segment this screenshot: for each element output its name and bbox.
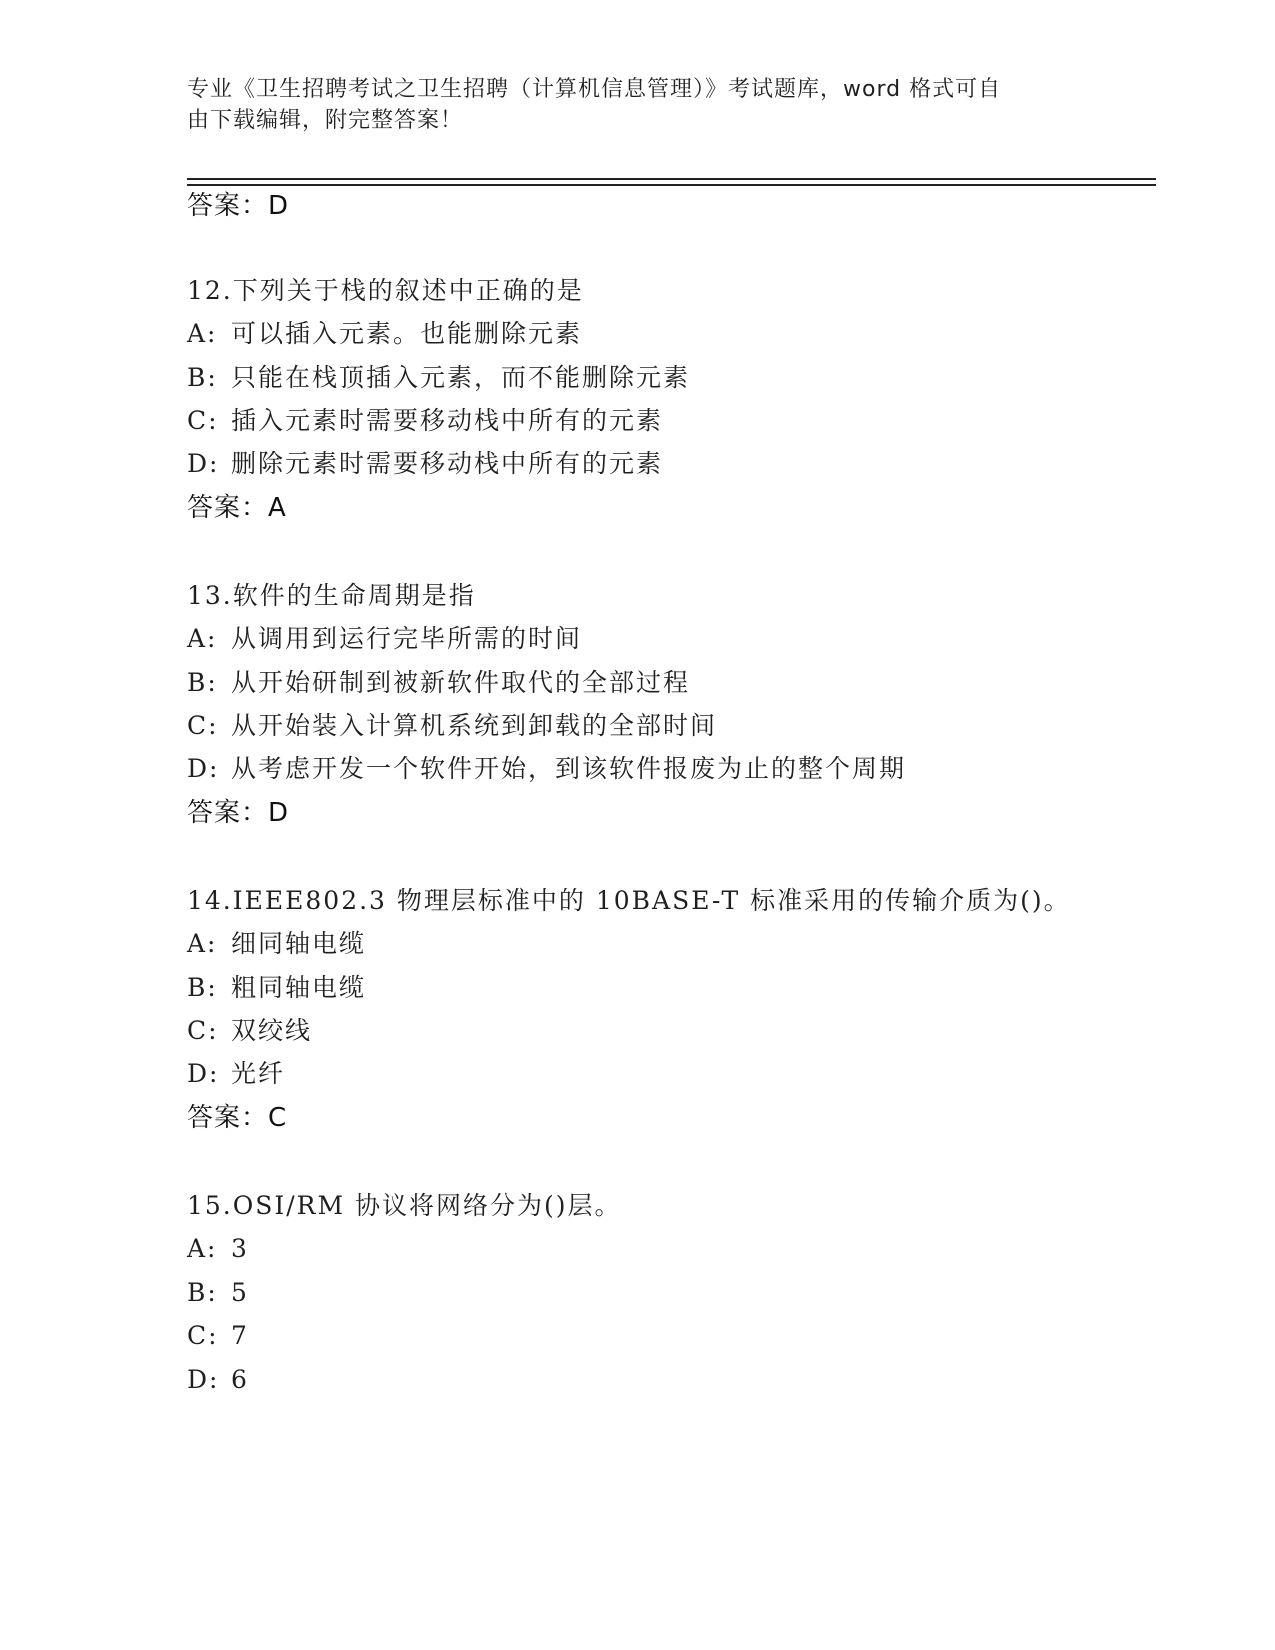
option-row (187, 1277, 249, 1309)
answer-line: 答案：A (187, 493, 287, 523)
option-letter: D: (187, 449, 220, 478)
option-text: 7 (231, 1321, 249, 1350)
option-letter: C: (187, 406, 219, 435)
option-row (187, 405, 663, 437)
option-letter: A: (187, 624, 218, 653)
option-text: 6 (231, 1365, 249, 1394)
option-row (187, 1320, 249, 1352)
header-divider-bottom (187, 184, 1156, 186)
option-text: 双绞线 (231, 1016, 313, 1045)
question-stem: 12.下列关于栈的叙述中正确的是 (187, 276, 584, 305)
question-stem: 13.软件的生命周期是指 (187, 581, 476, 610)
answer-line: 答案：C (187, 1103, 288, 1133)
option-text: 只能在栈顶插入元素，而不能删除元素 (231, 363, 691, 392)
option-row (187, 928, 366, 960)
option-letter: B: (187, 973, 218, 1002)
option-text: 插入元素时需要移动栈中所有的元素 (231, 406, 664, 435)
option-row (187, 667, 690, 699)
option-text: 细同轴电缆 (231, 929, 367, 958)
option-row (187, 623, 582, 655)
header-line-1: 专业《卫生招聘考试之卫生招聘（计算机信息管理）》考试题库，word 格式可自 (187, 77, 1002, 102)
option-row (187, 1233, 249, 1265)
option-text: 粗同轴电缆 (231, 973, 367, 1002)
option-letter: C: (187, 711, 219, 740)
option-row (187, 1058, 285, 1090)
option-letter: A: (187, 929, 218, 958)
option-letter: A: (187, 1234, 218, 1263)
option-letter: B: (187, 363, 218, 392)
option-text: 3 (231, 1234, 249, 1263)
option-letter: B: (187, 668, 218, 697)
option-text: 从调用到运行完毕所需的时间 (231, 624, 583, 653)
option-text: 删除元素时需要移动栈中所有的元素 (231, 449, 664, 478)
option-letter: C: (187, 1321, 219, 1350)
document-header (187, 74, 1067, 136)
option-letter: A: (187, 319, 218, 348)
option-row (187, 972, 366, 1004)
option-text: 5 (231, 1278, 249, 1307)
option-letter: C: (187, 1016, 219, 1045)
option-text: 从考虑开发一个软件开始，到该软件报废为止的整个周期 (231, 754, 907, 783)
question-stem: 14.IEEE802.3 物理层标准中的 10BASE-T 标准采用的传输介质为()。 (187, 886, 1071, 915)
question-stem: 15.OSI/RM 协议将网络分为()层。 (187, 1191, 622, 1220)
option-row (187, 753, 906, 785)
option-letter: D: (187, 754, 220, 783)
option-row (187, 362, 690, 394)
previous-answer: 答案：D (187, 191, 290, 221)
option-text: 可以插入元素。也能删除元素 (231, 319, 583, 348)
header-divider-top (187, 178, 1156, 180)
option-row (187, 448, 663, 480)
option-row (187, 1364, 249, 1396)
option-text: 从开始装入计算机系统到卸载的全部时间 (231, 711, 718, 740)
option-text: 光纤 (231, 1059, 286, 1088)
header-line-2: 由下载编辑，附完整答案！ (187, 108, 464, 133)
option-row (187, 1015, 312, 1047)
option-letter: D: (187, 1365, 220, 1394)
option-letter: B: (187, 1278, 218, 1307)
option-letter: D: (187, 1059, 220, 1088)
option-text: 从开始研制到被新软件取代的全部过程 (231, 668, 691, 697)
answer-line: 答案：D (187, 798, 290, 828)
option-row (187, 318, 582, 350)
option-row (187, 710, 717, 742)
